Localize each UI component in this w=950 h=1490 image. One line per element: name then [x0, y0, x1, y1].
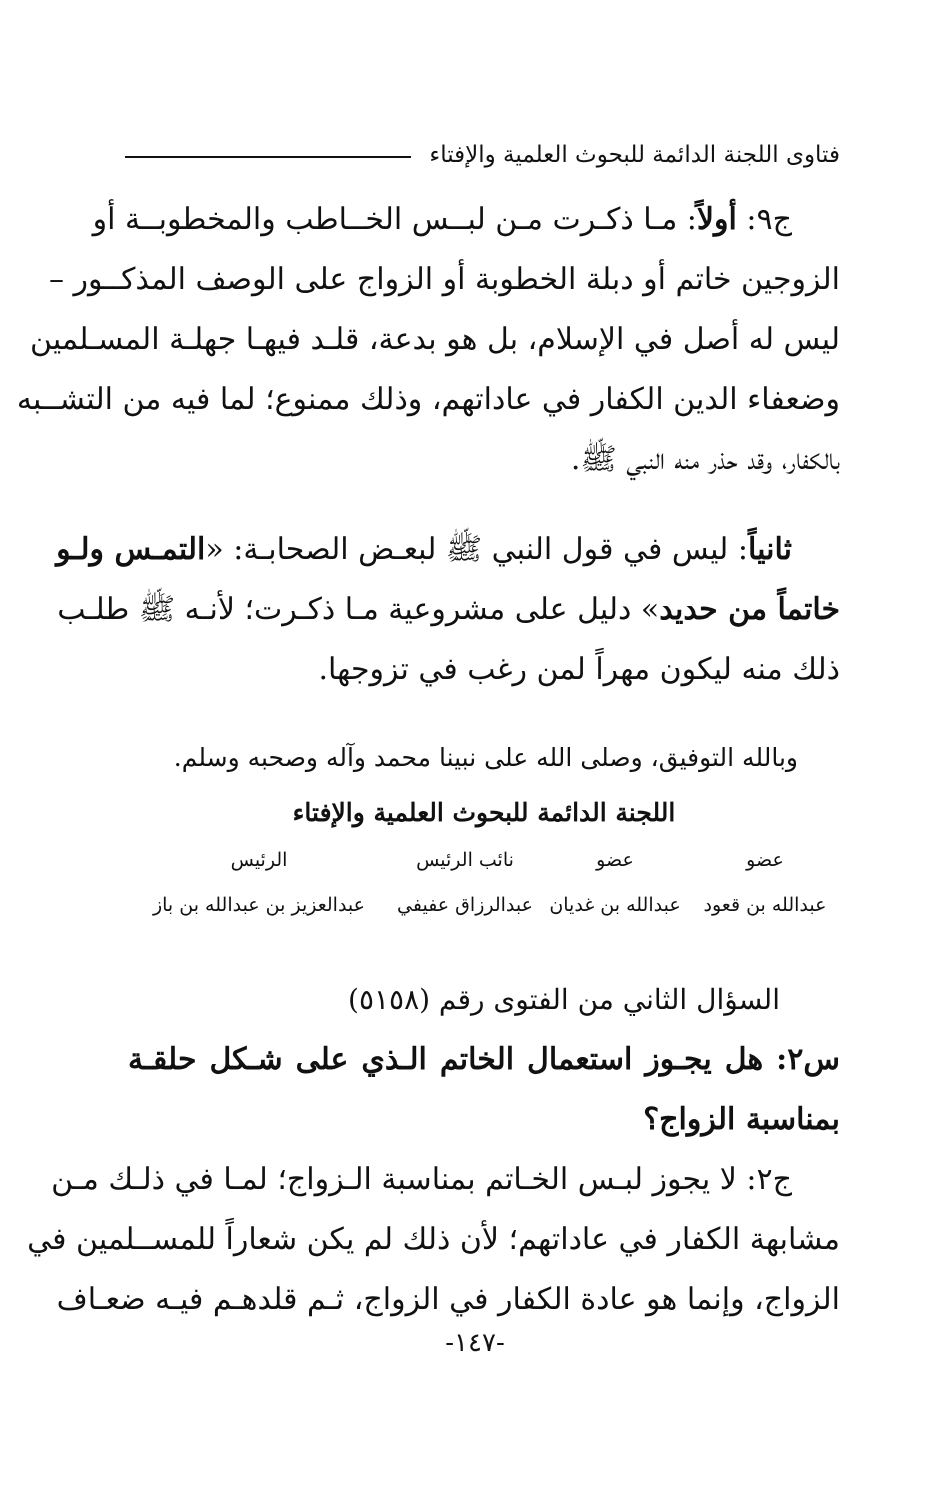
answer-9-line-1-text: : مـا ذكـرت مـن لبــس الخــاطب والمخطوبــة أو — [92, 202, 697, 237]
committee-name: اللجنة الدائمة للبحوث العلمية والإفتاء — [292, 798, 676, 827]
signatory-name: عبدالله بن قعود — [703, 894, 827, 916]
second-point-label: ثانياً — [747, 532, 792, 567]
second-point-line-2-text: » دليل على مشروعية مـا ذكـرت؛ لأنـه ﷺ طلـب — [57, 592, 660, 627]
question-2-line-2: بمناسبة الزواج؟ — [643, 1102, 840, 1137]
signatory-role: عضو — [746, 849, 784, 871]
signatory-name: عبدالعزيز بن عبدالله بن باز — [152, 894, 366, 916]
second-point-line-1-text: : ليس في قول النبي ﷺ لبعـض الصحابـة: « — [205, 532, 748, 567]
second-point-line-1 — [56, 520, 840, 580]
second-point-line-3: ذلك منه ليكون مهراً لمن رغب في تزوجها. — [318, 652, 840, 687]
signatory-role: عضو — [596, 849, 634, 871]
answer-2-line-2: مشابهة الكفار في عاداتهم؛ لأن ذلك لم يكن شعاراً للمســلمين في — [27, 1222, 840, 1257]
answer-9-line-5: بالكفار، وقد حذر منه النبي ﷺ. — [570, 442, 840, 477]
answer-2 — [27, 1150, 840, 1330]
answer-9-line-3: ليس له أصل في الإسلام، بل هو بدعة، قلـد فيهـا جهلـة المسـلمين — [30, 322, 840, 357]
running-header — [125, 135, 840, 175]
question-2-line-1: س٢: هل يجـوز استعمال الخاتم الـذي على شـكل حلقـة — [128, 1042, 840, 1077]
header-rule — [125, 156, 411, 158]
closing-supplication: وبالله التوفيق، وصلى الله على نبينا محمد وآله وصحبه وسلم. — [173, 743, 798, 772]
answer-9-label: ج٩: — [736, 202, 792, 237]
signatories — [128, 840, 840, 930]
fatwa-reference: السؤال الثاني من الفتوى رقم (٥١٥٨) — [348, 983, 780, 1016]
answer-2-line-3: الزواج، وإنما هو عادة الكفار في الزواج، ثـم قلدهـم فيـه ضعـاف — [56, 1282, 840, 1317]
signatory-role: نائب الرئيس — [416, 849, 514, 871]
answer-9-second-point — [56, 520, 840, 730]
answer-9-first-point — [16, 190, 840, 520]
hadith-quote-end: خاتماً من حديد — [659, 592, 840, 627]
answer-9-line-1 — [92, 190, 840, 250]
first-point-label: أولاً — [696, 202, 737, 237]
page-number: -١٤٧- — [445, 1328, 505, 1358]
header-title: فتاوى اللجنة الدائمة للبحوث العلمية والإفتاء — [429, 142, 840, 168]
signatory-name: عبدالرزاق عفيفي — [397, 894, 533, 916]
answer-9-line-4: وضعفاء الدين الكفار في عاداتهم، وذلك ممنوع؛ لما فيه من التشــبه — [16, 382, 840, 417]
hadith-quote-start: التمـس ولـو — [56, 532, 206, 567]
signatory-name: عبدالله بن غديان — [549, 894, 681, 916]
page-body — [16, 190, 840, 1330]
question-2 — [128, 1030, 840, 1150]
signatory-role: الرئيس — [230, 849, 288, 871]
second-point-line-2 — [57, 580, 840, 640]
answer-2-line-1: ج٢: لا يجوز لبـس الخـاتم بمناسبة الـزواج؛ لمـا في ذلـك مـن — [51, 1162, 792, 1197]
answer-9-line-2: الزوجين خاتم أو دبلة الخطوبة أو الزواج على الوصف المذكــور – — [48, 262, 840, 297]
